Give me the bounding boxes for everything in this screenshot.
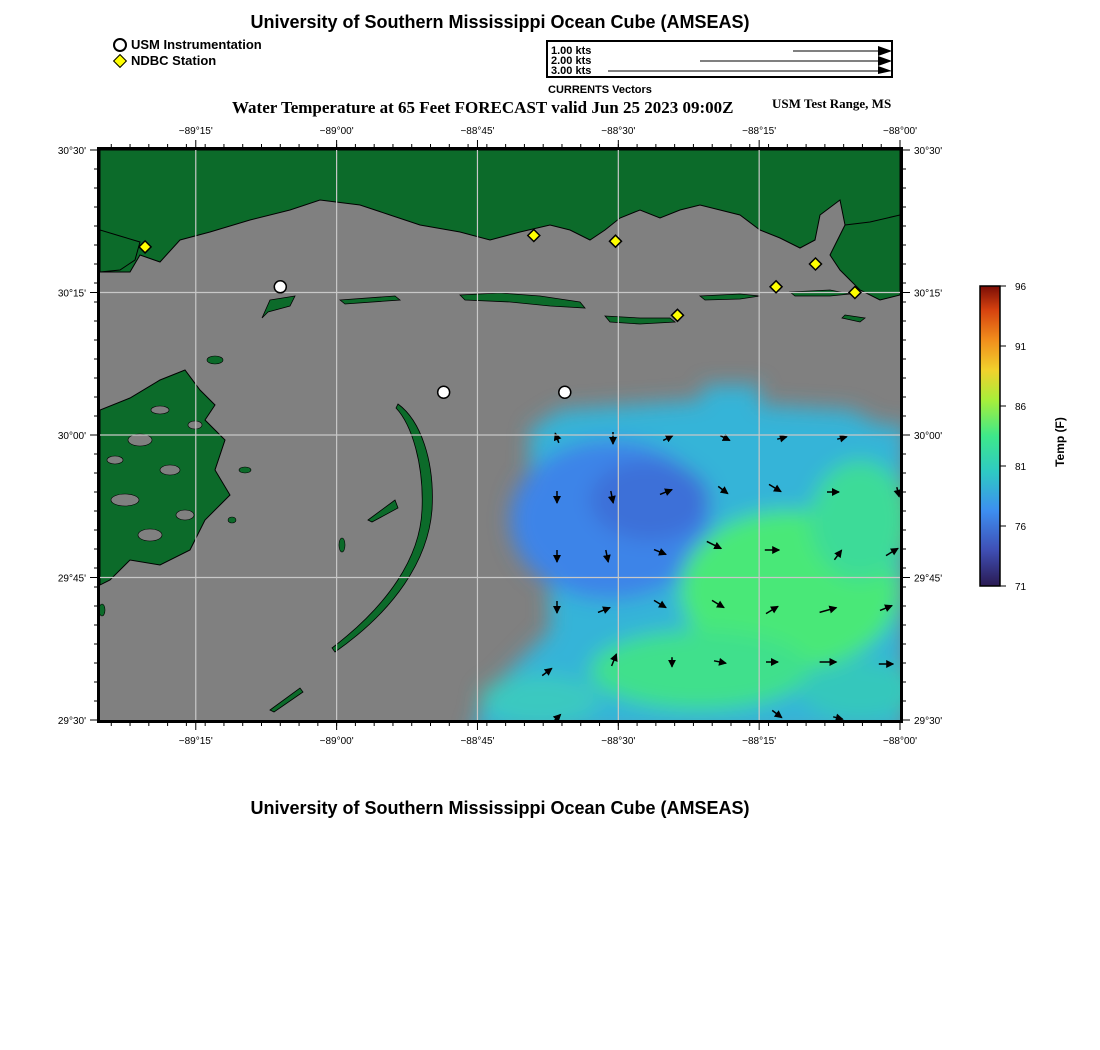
y-tick-label-right: 30°00' — [914, 431, 943, 442]
vector-label-3: 3.00 kts — [551, 65, 592, 77]
map-subtitle: USM Test Range, MS — [772, 96, 892, 111]
colorbar-label: Temp (F) — [1052, 417, 1067, 467]
temperature-field — [470, 385, 920, 735]
legend-usm-label: USM Instrumentation — [131, 37, 262, 52]
vector-label-1: 1.00 kts — [551, 45, 592, 57]
x-tick-label-top: −88°00' — [883, 126, 917, 137]
map-title: Water Temperature at 65 Feet FORECAST valid Jun 25 2023 09:00Z — [232, 98, 734, 117]
x-tick-label-top: −89°00' — [319, 126, 354, 137]
colorbar-tick-label: 71 — [1015, 582, 1027, 593]
x-tick-label-top: −88°45' — [460, 126, 495, 137]
colorbar-tick-label: 96 — [1015, 282, 1027, 293]
y-tick-label-left: 30°15' — [57, 288, 86, 300]
x-tick-label-bottom: −88°00' — [883, 736, 917, 747]
colorbar-tick-label: 91 — [1015, 342, 1027, 353]
x-tick-label-bottom: −88°30' — [601, 736, 636, 747]
y-tick-label-right: 30°30' — [914, 146, 943, 157]
usm-station-marker — [559, 386, 571, 398]
colorbar-ticks — [1000, 282, 1027, 593]
page-title: University of Southern Mississippi Ocean Cube (AMSEAS) — [250, 12, 750, 32]
y-tick-label-right: 29°45' — [914, 573, 943, 585]
y-tick-label-left: 29°45' — [57, 573, 86, 585]
x-tick-label-top: −89°15' — [178, 126, 213, 137]
colorbar — [980, 286, 1000, 586]
map-area — [99, 150, 920, 735]
vector-label-2: 2.00 kts — [551, 55, 592, 67]
x-tick-label-top: −88°30' — [601, 126, 636, 137]
legend-ndbc-label: NDBC Station — [131, 53, 217, 68]
colorbar-tick-label: 81 — [1015, 462, 1027, 473]
y-tick-label-right: 29°30' — [914, 716, 943, 727]
usm-station-marker — [274, 281, 286, 293]
y-tick-label-left: 29°30' — [57, 716, 86, 727]
y-tick-label-right: 30°15' — [914, 288, 943, 300]
colorbar-tick-label: 76 — [1015, 522, 1027, 533]
bottom-title: University of Southern Mississippi Ocean Cube (AMSEAS) — [250, 798, 750, 818]
y-tick-label-left: 30°30' — [57, 146, 86, 157]
x-tick-label-bottom: −89°00' — [319, 736, 354, 747]
x-tick-label-bottom: −89°15' — [178, 736, 213, 747]
usm-station-marker — [438, 386, 450, 398]
colorbar-tick-label: 86 — [1015, 402, 1027, 413]
x-tick-label-top: −88°15' — [742, 126, 777, 137]
y-tick-label-left: 30°00' — [57, 431, 86, 442]
x-tick-label-bottom: −88°15' — [742, 736, 777, 747]
vector-caption: CURRENTS Vectors — [548, 84, 652, 96]
x-tick-label-bottom: −88°45' — [460, 736, 495, 747]
